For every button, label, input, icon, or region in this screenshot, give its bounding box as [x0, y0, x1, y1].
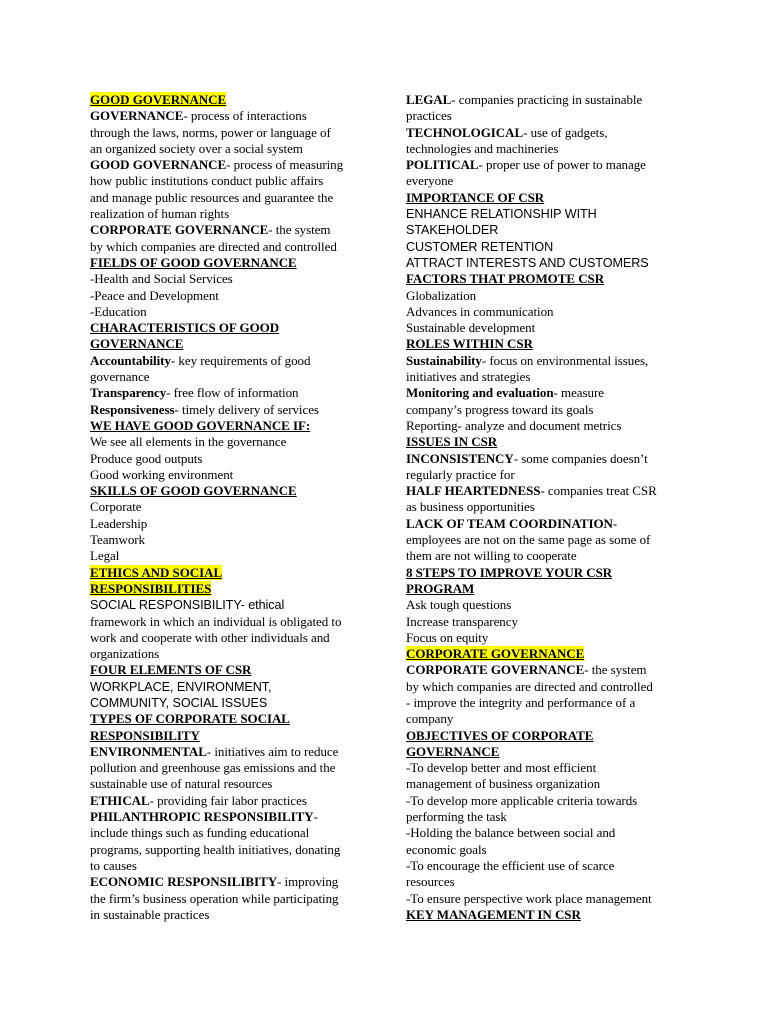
body-text-line	[406, 499, 696, 515]
heading-text: TYPES OF CORPORATE SOCIAL	[90, 711, 290, 727]
section-heading-objectives-of-corporate	[406, 728, 696, 744]
term-definition: - process of interactions	[183, 108, 307, 124]
body-text-line	[406, 874, 696, 890]
term-label: Sustainability	[406, 352, 482, 368]
highlighted-heading-text: CORPORATE GOVERNANCE	[406, 646, 585, 662]
line-text: -To encourage the efficient use of scarce	[406, 857, 615, 873]
body-text-line	[406, 108, 696, 124]
body-text-line	[90, 239, 380, 255]
section-heading-program	[406, 581, 696, 597]
body-text-line	[406, 793, 696, 809]
caps-text-line	[90, 695, 380, 711]
term-definition: - proper use of power to manage	[478, 157, 646, 173]
body-text-line	[90, 825, 380, 841]
line-text: in sustainable practices	[90, 906, 210, 922]
section-heading-factors-that-promote-csr	[406, 271, 696, 287]
line-text: governance	[90, 369, 150, 385]
body-text-line	[406, 825, 696, 841]
term-label: Responsiveness	[90, 401, 175, 417]
section-heading-governance	[90, 336, 380, 352]
body-text-line	[90, 304, 380, 320]
section-heading-importance-of-csr	[406, 190, 696, 206]
body-text-line	[90, 760, 380, 776]
line-text: STAKEHOLDER	[406, 223, 499, 238]
line-text: Leadership	[90, 515, 148, 531]
line-text: work and cooperate with other individuals and	[90, 629, 330, 645]
body-text-line	[406, 858, 696, 874]
term-label: HALF HEARTEDNESS	[406, 483, 541, 499]
section-heading-roles-within-csr	[406, 336, 696, 352]
line-text: Ask tough questions	[406, 597, 512, 613]
body-text-line	[406, 320, 696, 336]
body-text-line	[90, 190, 380, 206]
definition-line-good-governance	[90, 157, 380, 173]
definition-line-economic-responsilibity	[90, 874, 380, 890]
term-label: Accountability	[90, 352, 171, 368]
definition-line-legal	[406, 92, 696, 108]
body-text-line	[90, 532, 380, 548]
definition-line-transparency	[90, 385, 380, 401]
definition-line-lack-of-team-coordination	[406, 516, 696, 532]
body-text-line	[90, 614, 380, 630]
line-text: CUSTOMER RETENTION	[406, 239, 554, 254]
body-text-line	[406, 418, 696, 434]
line-text: programs, supporting health initiatives, donating	[90, 841, 341, 857]
line-text: Increase transparency	[406, 613, 518, 629]
line-text: initiatives and strategies	[406, 369, 531, 385]
heading-text: GOVERNANCE	[406, 743, 500, 759]
term-label: GOVERNANCE	[90, 108, 184, 124]
term-definition: - process of measuring	[226, 157, 344, 173]
body-text-line	[406, 630, 696, 646]
definition-line-political	[406, 157, 696, 173]
section-heading-responsibility	[90, 728, 380, 744]
line-text: by which companies are directed and controlled	[406, 678, 653, 694]
term-label: INCONSISTENCY	[406, 450, 514, 466]
caps-text-line	[406, 239, 696, 255]
line-text: Reporting- analyze and document metrics	[406, 417, 622, 433]
definition-line-governance	[90, 108, 380, 124]
heading-text: ROLES WITHIN CSR	[406, 336, 533, 352]
section-heading-corporate-governance	[406, 646, 696, 662]
line-text: an organized society over a social system	[90, 140, 303, 156]
definition-line-accountability	[90, 353, 380, 369]
term-label: ECONOMIC RESPONSILIBITY	[90, 874, 278, 890]
term-definition: - measure	[553, 385, 604, 401]
body-text-line	[406, 402, 696, 418]
body-text-line	[90, 288, 380, 304]
line-text: framework in which an individual is obligated to	[90, 613, 342, 629]
definition-line-corporate-governance	[406, 662, 696, 678]
term-definition: - timely delivery of services	[174, 401, 319, 417]
line-text: -To develop more applicable criteria towards	[406, 792, 638, 808]
body-text-line	[90, 434, 380, 450]
line-text: to causes	[90, 857, 137, 873]
definition-line-sustainability	[406, 353, 696, 369]
line-text: -To ensure perspective work place management	[406, 890, 652, 906]
body-text-line	[406, 842, 696, 858]
definition-line-technological	[406, 125, 696, 141]
body-text-line	[90, 776, 380, 792]
body-text-line	[90, 271, 380, 287]
term-definition: - improving	[277, 874, 339, 890]
line-text: - improve the integrity and performance of a	[406, 694, 636, 710]
highlighted-heading-text: GOOD GOVERNANCE	[90, 92, 227, 107]
line-text: Sustainable development	[406, 320, 536, 336]
caps-text-line	[406, 222, 696, 238]
term-definition: - some companies doesn’t	[513, 450, 648, 466]
heading-text: GOVERNANCE	[90, 336, 184, 352]
term-definition: - initiatives aim to reduce	[206, 743, 339, 759]
line-text: them are not willing to cooperate	[406, 548, 577, 564]
line-text: Teamwork	[90, 532, 146, 548]
line-text: -Peace and Development	[90, 287, 219, 303]
body-text-line	[406, 288, 696, 304]
line-text: ENHANCE RELATIONSHIP WITH	[406, 207, 597, 222]
right-column	[406, 92, 696, 923]
body-text-line	[90, 858, 380, 874]
term-definition: - the system	[584, 662, 647, 678]
line-text: and manage public resources and guarantee the	[90, 189, 334, 205]
body-text-line	[406, 711, 696, 727]
section-heading-skills-of-good-governance	[90, 483, 380, 499]
line-text: by which companies are directed and controlled	[90, 238, 337, 254]
heading-text: PROGRAM	[406, 580, 475, 596]
line-text: -Holding the balance between social and	[406, 825, 616, 841]
section-heading-ethics-and-social	[90, 565, 380, 581]
body-text-line	[90, 842, 380, 858]
line-text: the firm’s business operation while participating	[90, 890, 339, 906]
line-text: ATTRACT INTERESTS AND CUSTOMERS	[406, 255, 649, 270]
line-text: sustainable use of natural resources	[90, 776, 273, 792]
term-definition: - use of gadgets,	[523, 124, 608, 140]
body-text-line	[406, 776, 696, 792]
body-text-line	[90, 141, 380, 157]
heading-text: 8 STEPS TO IMPROVE YOUR CSR	[406, 564, 613, 580]
line-text: pollution and greenhouse gas emissions and the	[90, 760, 336, 776]
line-text: -Education	[90, 303, 147, 319]
highlighted-heading-text: ETHICS AND SOCIAL	[90, 564, 223, 580]
line-text: resources	[406, 874, 455, 890]
line-text: economic goals	[406, 841, 487, 857]
line-text: We see all elements in the governance	[90, 434, 287, 450]
term-label: LEGAL	[406, 92, 452, 107]
heading-text: FIELDS OF GOOD GOVERNANCE	[90, 254, 297, 270]
body-text-line	[90, 516, 380, 532]
body-text-line	[90, 451, 380, 467]
line-text: WORKPLACE, ENVIRONMENT,	[90, 679, 272, 694]
line-text: performing the task	[406, 809, 507, 825]
term-label: Transparency	[90, 385, 167, 401]
heading-text: SKILLS OF GOOD GOVERNANCE	[90, 483, 297, 499]
section-heading-issues-in-csr	[406, 434, 696, 450]
heading-text: ISSUES IN CSR	[406, 434, 498, 450]
body-text-line	[406, 809, 696, 825]
term-label: CORPORATE GOVERNANCE	[406, 662, 585, 678]
body-text-line	[90, 125, 380, 141]
line-text: realization of human rights	[90, 206, 230, 222]
heading-text: FACTORS THAT PROMOTE CSR	[406, 271, 605, 287]
section-heading-key-management-in-csr	[406, 907, 696, 923]
term-definition: -	[612, 515, 618, 531]
body-text-line	[406, 891, 696, 907]
definition-line-half-heartedness	[406, 483, 696, 499]
caps-text-line	[90, 597, 380, 613]
term-definition: -	[313, 809, 318, 825]
heading-text: OBJECTIVES OF CORPORATE	[406, 727, 594, 743]
term-definition: - focus on environmental issues,	[481, 352, 649, 368]
body-text-line	[406, 141, 696, 157]
line-text: Focus on equity	[406, 629, 489, 645]
definition-line-monitoring-and-evaluation	[406, 385, 696, 401]
term-label: ETHICAL	[90, 792, 150, 808]
body-text-line	[406, 173, 696, 189]
body-text-line	[90, 206, 380, 222]
heading-text: FOUR ELEMENTS OF CSR	[90, 662, 252, 678]
body-text-line	[90, 646, 380, 662]
heading-text: CHARACTERISTICS OF GOOD	[90, 320, 280, 336]
line-text: Globalization	[406, 287, 477, 303]
body-text-line	[90, 173, 380, 189]
definition-line-environmental	[90, 744, 380, 760]
section-heading-good-governance	[90, 92, 380, 108]
definition-line-philanthropic-responsibility	[90, 809, 380, 825]
line-text: COMMUNITY, SOCIAL ISSUES	[90, 695, 268, 710]
body-text-line	[90, 467, 380, 483]
definition-line-corporate-governance	[90, 222, 380, 238]
heading-text: RESPONSIBILITY	[90, 727, 200, 743]
body-text-line	[90, 369, 380, 385]
term-label: LACK OF TEAM COORDINATION	[406, 515, 613, 531]
body-text-line	[90, 891, 380, 907]
line-text: employees are not on the same page as some of	[406, 532, 651, 548]
line-text: technologies and machineries	[406, 140, 559, 156]
line-text: through the laws, norms, power or language of	[90, 124, 331, 140]
term-label: CORPORATE GOVERNANCE	[90, 222, 269, 238]
line-text: include things such as funding educational	[90, 825, 310, 841]
line-text: Advances in communication	[406, 303, 554, 319]
body-text-line	[406, 369, 696, 385]
line-text: company	[406, 711, 454, 727]
section-heading-8-steps-to-improve-your-csr	[406, 565, 696, 581]
line-text: -To develop better and most efficient	[406, 760, 597, 776]
caps-text-line	[406, 255, 696, 271]
body-text-line	[90, 499, 380, 515]
line-text: company’s progress toward its goals	[406, 401, 594, 417]
definition-line-responsiveness	[90, 402, 380, 418]
definition-line-ethical	[90, 793, 380, 809]
term-label: POLITICAL	[406, 157, 479, 173]
line-text: organizations	[90, 646, 160, 662]
term-label: ENVIRONMENTAL	[90, 743, 207, 759]
document-page	[0, 92, 768, 952]
term-definition: - free flow of information	[166, 385, 299, 401]
line-text: Legal	[90, 548, 120, 564]
body-text-line	[406, 679, 696, 695]
section-heading-we-have-good-governance-if	[90, 418, 380, 434]
line-text: Produce good outputs	[90, 450, 203, 466]
line-text: as business opportunities	[406, 499, 535, 515]
term-definition: - key requirements of good	[170, 352, 311, 368]
body-text-line	[406, 695, 696, 711]
term-label: GOOD GOVERNANCE	[90, 157, 227, 173]
line-text: regularly practice for	[406, 466, 515, 482]
body-text-line	[406, 304, 696, 320]
body-text-line	[406, 614, 696, 630]
body-text-line	[90, 907, 380, 923]
term-definition: - companies treat CSR	[540, 483, 657, 499]
body-text-line	[406, 760, 696, 776]
term-definition: - the system	[268, 222, 331, 238]
body-text-line	[406, 548, 696, 564]
line-text: how public institutions conduct public affairs	[90, 173, 324, 189]
line-text: everyone	[406, 173, 454, 189]
section-heading-types-of-corporate-social	[90, 711, 380, 727]
section-heading-governance	[406, 744, 696, 760]
left-column	[90, 92, 380, 923]
term-definition: - companies practicing in sustainable	[451, 92, 643, 107]
caps-text-line	[90, 679, 380, 695]
section-heading-fields-of-good-governance	[90, 255, 380, 271]
heading-text: WE HAVE GOOD GOVERNANCE IF:	[90, 417, 311, 433]
body-text-line	[90, 548, 380, 564]
body-text-line	[90, 630, 380, 646]
caps-text-line	[406, 206, 696, 222]
section-heading-four-elements-of-csr	[90, 662, 380, 678]
highlighted-heading-text: RESPONSIBILITIES	[90, 580, 212, 596]
definition-line-inconsistency	[406, 451, 696, 467]
body-text-line	[406, 532, 696, 548]
section-heading-responsibilities	[90, 581, 380, 597]
line-text: practices	[406, 108, 452, 124]
line-text: management of business organization	[406, 776, 601, 792]
line-text: Good working environment	[90, 466, 234, 482]
term-definition: - providing fair labor practices	[149, 792, 307, 808]
section-heading-characteristics-of-good	[90, 320, 380, 336]
line-text: -Health and Social Services	[90, 271, 233, 287]
term-label: Monitoring and evaluation	[406, 385, 554, 401]
line-text: SOCIAL RESPONSIBILITY- ethical	[90, 598, 285, 613]
heading-text: IMPORTANCE OF CSR	[406, 189, 545, 205]
body-text-line	[406, 597, 696, 613]
term-label: PHILANTHROPIC RESPONSIBILITY	[90, 809, 314, 825]
term-label: TECHNOLOGICAL	[406, 124, 524, 140]
body-text-line	[406, 467, 696, 483]
line-text: Corporate	[90, 499, 142, 515]
heading-text: KEY MANAGEMENT IN CSR	[406, 906, 581, 922]
